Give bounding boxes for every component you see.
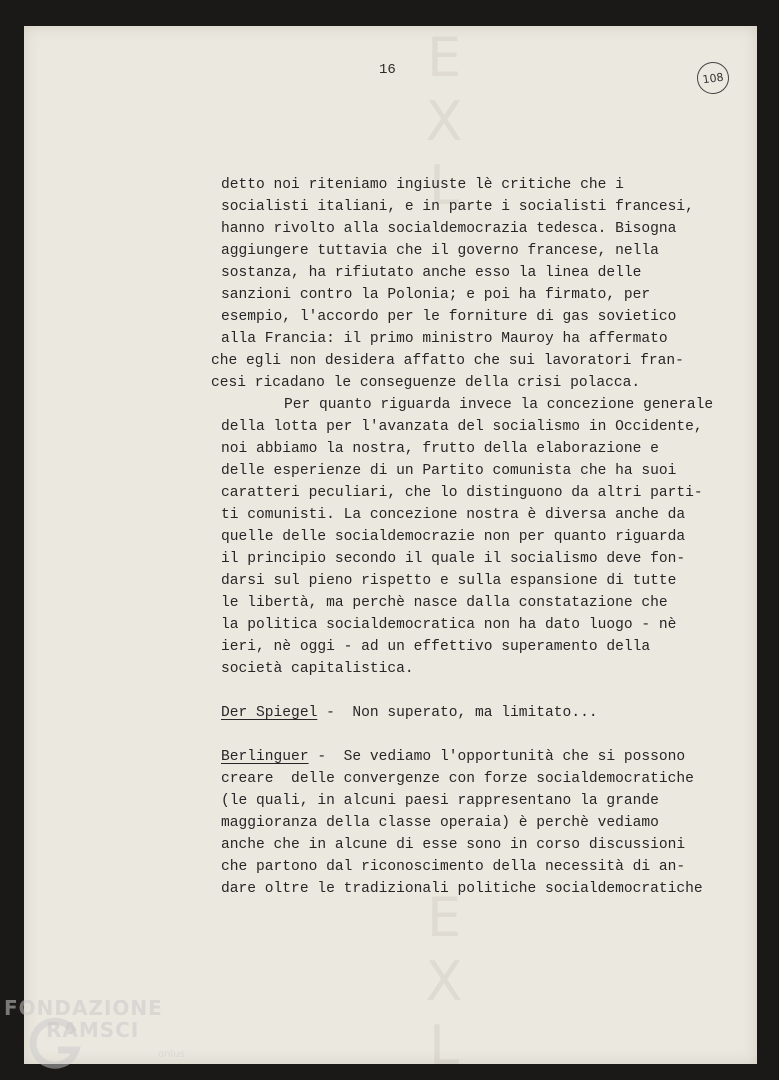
text-line: hanno rivolto alla socialdemocrazia tedesca. Bisogna <box>221 221 677 237</box>
text-line: società capitalistica. <box>221 661 414 677</box>
text-line: dare oltre le tradizionali politiche socialdemocratiche <box>221 881 703 897</box>
text-line: alla Francia: il primo ministro Mauroy ha affermato <box>221 331 668 347</box>
text-line: (le quali, in alcuni paesi rappresentano la grande <box>221 793 659 809</box>
page-number: 16 <box>379 62 396 78</box>
text-line: quelle delle socialdemocrazie non per quanto riguarda <box>221 529 686 545</box>
text-line: delle esperienze di un Partito comunista che ha suoi <box>221 463 677 479</box>
logo-line-2: RAMSCI <box>46 1018 140 1042</box>
watermark-top: E X L <box>425 26 463 217</box>
text-line: aggiungere tuttavia che il governo francese, nella <box>221 243 659 259</box>
text-line: la politica socialdemocratica non ha dato luogo - nè <box>221 617 677 633</box>
text-line: creare delle convergenze con forze socialdemocratiche <box>221 771 694 787</box>
text-line: ti comunisti. La concezione nostra è diversa anche da <box>221 507 686 523</box>
text-line: le libertà, ma perchè nasce dalla constatazione che <box>221 595 668 611</box>
text-line: esempio, l'accordo per le forniture di gas sovietico <box>221 309 677 325</box>
text-line: cesi ricadano le conseguenze della crisi polacca. <box>211 375 641 391</box>
dialogue-line <box>221 746 685 768</box>
dialogue-text: Se vediamo l'opportunità che si possono <box>343 749 686 765</box>
document-page <box>24 26 757 1077</box>
logo-subtitle: onlus <box>158 1049 185 1060</box>
text-line: Per quanto riguarda invece la concezione generale <box>284 397 714 413</box>
text-line: maggioranza della classe operaia) è perchè vediamo <box>221 815 659 831</box>
text-line: caratteri peculiari, che lo distinguono da altri parti- <box>221 485 703 501</box>
speaker-name: Der Spiegel <box>221 705 318 721</box>
text-line: che partono dal riconoscimento della necessità di an- <box>221 859 686 875</box>
text-line: noi abbiamo la nostra, frutto della elaborazione e <box>221 441 659 457</box>
archive-stamp: 108 <box>695 60 731 96</box>
text-line: il principio secondo il quale il socialismo deve fon- <box>221 551 686 567</box>
text-line: sostanza, ha rifiutato anche esso la linea delle <box>221 265 642 281</box>
typed-text <box>24 26 757 1064</box>
text-line: che egli non desidera affatto che sui lavoratori fran- <box>211 353 684 369</box>
text-line: della lotta per l'avanzata del socialismo in Occidente, <box>221 419 703 435</box>
text-line: sanzioni contro la Polonia; e poi ha firmato, per <box>221 287 651 303</box>
speaker-name: Berlinguer <box>221 749 309 765</box>
dialogue-text: Non superato, ma limitato... <box>352 705 598 721</box>
speaker-separator: - <box>308 749 344 765</box>
text-line: darsi sul pieno rispetto e sulla espansione di tutte <box>221 573 677 589</box>
dialogue-line <box>221 702 598 724</box>
text-line: anche che in alcune di esse sono in corso discussioni <box>221 837 686 853</box>
text-line: ieri, nè oggi - ad un effettivo superamento della <box>221 639 651 655</box>
text-line: detto noi riteniamo ingiuste lè critiche che i <box>221 177 624 193</box>
speaker-separator: - <box>317 705 353 721</box>
fondazione-gramsci-logo <box>4 996 204 1076</box>
watermark-bottom: E X L <box>425 886 463 1077</box>
logo-line-1: FONDAZIONE <box>4 996 163 1020</box>
text-line: socialisti italiani, e in parte i socialisti francesi, <box>221 199 694 215</box>
